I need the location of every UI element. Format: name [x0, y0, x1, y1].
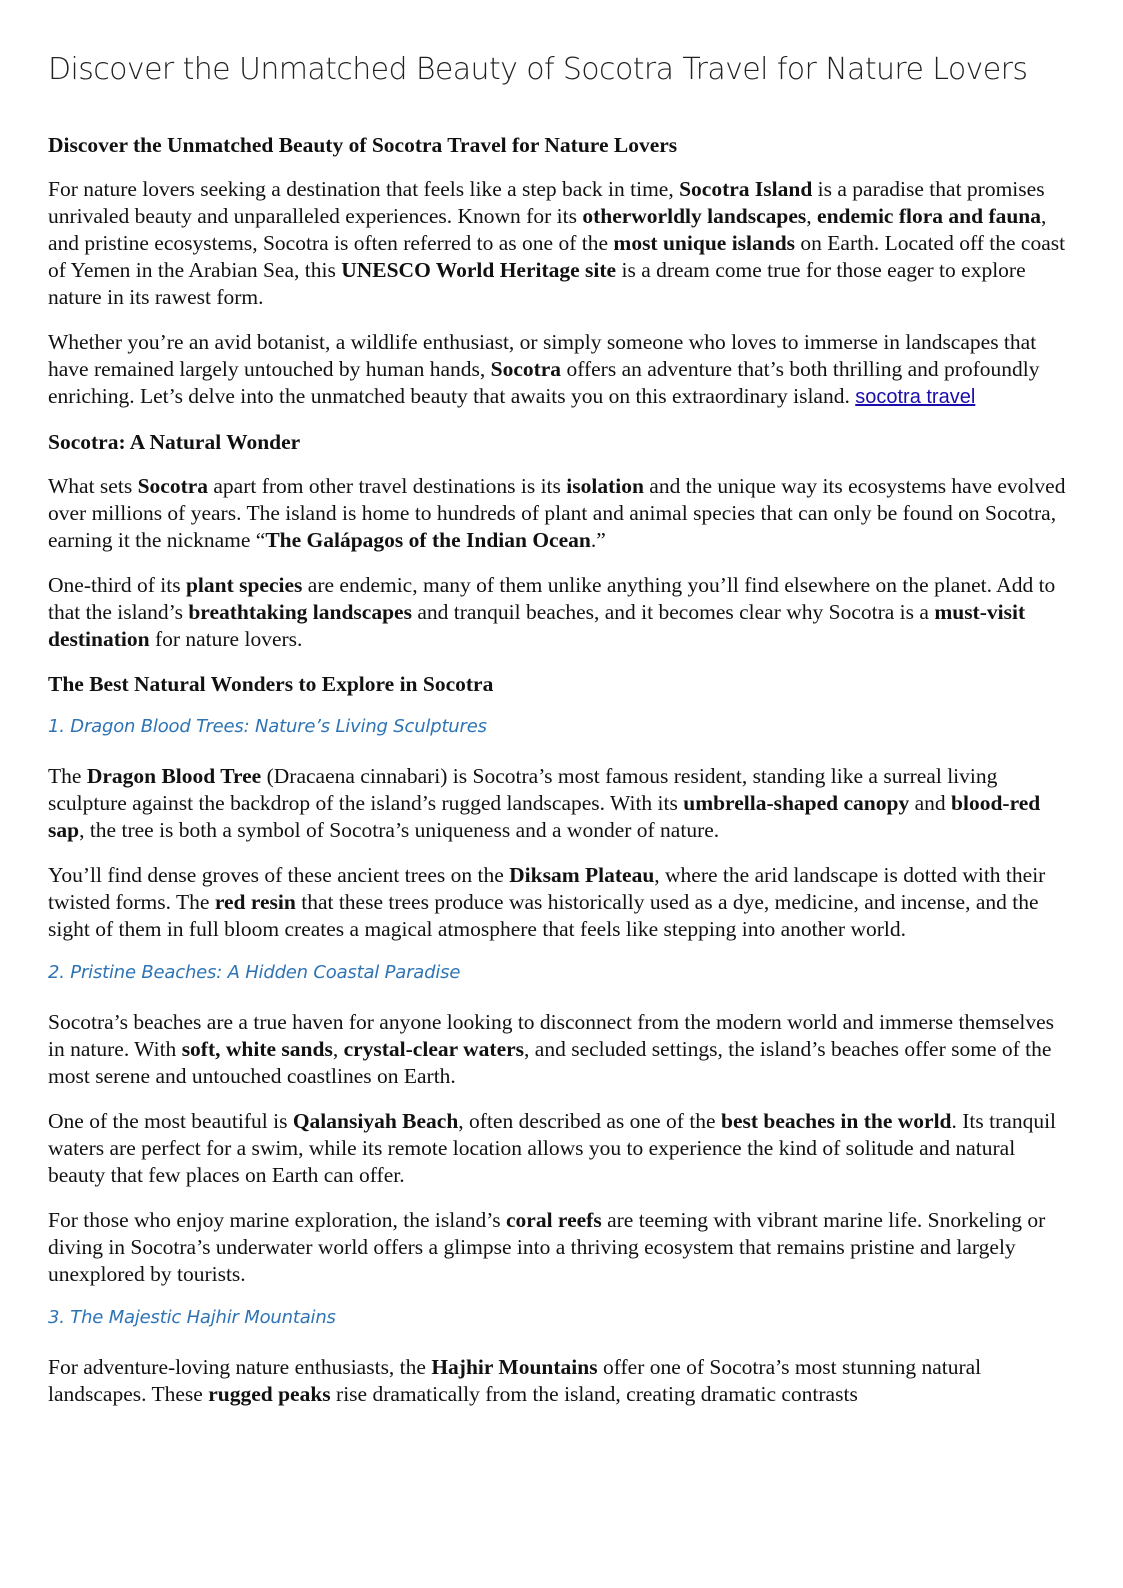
bold-text: plant species: [185, 573, 303, 597]
bold-text: endemic flora and fauna: [817, 204, 1042, 228]
text: on Earth. Located off the coast of Yemen in the Arabian Sea, this: [48, 231, 1066, 282]
text: offers an adventure that’s both thrilling and profoundly enriching. Let’s delve into the unmatched beauty that awaits you on this extraordinary island.: [48, 357, 1040, 408]
text: Socotra’s beaches are a true haven for anyone looking to disconnect from the modern world and immerse themselves in nature. With: [48, 1010, 1054, 1061]
mountains-paragraph-1: [48, 1354, 1068, 1408]
text: that these trees produce was historically used as a dye, medicine, and incense, and the sight of them in full bloom creates a magical atmosphere that feels like stepping into another world.: [48, 890, 1039, 941]
text: and: [909, 791, 952, 815]
bold-text: isolation: [566, 474, 644, 498]
text: offer one of Socotra’s most stunning natural landscapes. These: [48, 1355, 982, 1406]
text: for nature lovers.: [149, 627, 303, 651]
text: , often described as one of the: [458, 1109, 721, 1133]
beaches-paragraph-3: [48, 1207, 1068, 1288]
subheading-hajhir-mountains: 3. The Majestic Hajhir Mountains: [48, 1307, 336, 1328]
document-page: [48, 48, 1068, 1426]
bold-text: soft, white sands: [181, 1037, 333, 1061]
bold-text: Socotra: [137, 474, 209, 498]
bold-text: Diksam Plateau: [509, 863, 655, 887]
text: , and pristine ecosystems, Socotra is often referred to as one of the: [48, 204, 1047, 255]
subheading-pristine-beaches: 2. Pristine Beaches: A Hidden Coastal Paradise: [48, 962, 461, 983]
bold-text: otherworldly landscapes: [582, 204, 807, 228]
text: and tranquil beaches, and it becomes clear why Socotra is a: [411, 600, 935, 624]
dragon-paragraph-1: [48, 763, 1068, 844]
text: is a dream come true for those eager to explore nature in its rawest form.: [48, 258, 1026, 309]
text: is a paradise that promises unrivaled beauty and unparalleled experiences. Known for its: [48, 177, 1045, 228]
text: ,: [332, 1037, 344, 1061]
text: apart from other travel destinations is its: [208, 474, 567, 498]
bold-text: Hajhir Mountains: [431, 1355, 598, 1379]
bold-text: breathtaking landscapes: [188, 600, 412, 624]
text: . Its tranquil waters are perfect for a swim, while its remote location allows you to experience the kind of solitude and natural beauty that few places on Earth can offer.: [48, 1109, 1057, 1187]
text: , and secluded settings, the island’s beaches offer some of the most serene and untouched coastlines on Earth.: [48, 1037, 1052, 1088]
bold-text: must-visit destination: [48, 600, 1026, 651]
bold-text: best beaches in the world: [720, 1109, 952, 1133]
dragon-paragraph-2: [48, 862, 1068, 943]
bold-text: blood-red sap: [48, 791, 1041, 842]
text: One-third of its: [48, 573, 186, 597]
bold-text: The Galápagos of the Indian Ocean: [265, 528, 591, 552]
text: One of the most beautiful is: [48, 1109, 293, 1133]
bold-text: UNESCO World Heritage site: [341, 258, 617, 282]
article-heading: Discover the Unmatched Beauty of Socotra Travel for Nature Lovers: [48, 133, 678, 157]
text: ,: [806, 204, 818, 228]
text: .”: [590, 528, 606, 552]
text: , the tree is both a symbol of Socotra’s uniqueness and a wonder of nature.: [79, 818, 720, 842]
bold-text: coral reefs: [506, 1208, 602, 1232]
intro-paragraph-1: [48, 176, 1068, 311]
text: For those who enjoy marine exploration, the island’s: [48, 1208, 506, 1232]
bold-text: umbrella-shaped canopy: [683, 791, 910, 815]
bold-text: rugged peaks: [208, 1382, 331, 1406]
text: are teeming with vibrant marine life. Snorkeling or diving in Socotra’s underwater world offers a glimpse into a thriving ecosystem that remains pristine and largely unexplored by tourists.: [48, 1208, 1046, 1286]
text: (Dracaena cinnabari) is Socotra’s most famous resident, standing like a surreal living sculpture against the backdrop of the island’s rugged landscapes. With its: [48, 764, 998, 815]
text: , where the arid landscape is dotted with their twisted forms. The: [48, 863, 1046, 914]
text: For nature lovers seeking a destination that feels like a step back in time,: [48, 177, 680, 201]
text: rise dramatically from the island, creating dramatic contrasts: [330, 1382, 858, 1406]
bold-text: Socotra: [490, 357, 562, 381]
section-heading-natural-wonder: Socotra: A Natural Wonder: [48, 430, 301, 454]
section1-paragraph-1: [48, 473, 1068, 554]
socotra-travel-link[interactable]: socotra travel: [855, 386, 976, 408]
bold-text: most unique islands: [613, 231, 796, 255]
bold-text: Qalansiyah Beach: [292, 1109, 459, 1133]
text: and the unique way its ecosystems have evolved over millions of years. The island is home to hundreds of plant and animal species that can only be found on Socotra, earning it the nickname “: [48, 474, 1066, 552]
text: The: [48, 764, 87, 788]
text: What sets: [48, 474, 138, 498]
beaches-paragraph-2: [48, 1108, 1068, 1189]
text: For adventure-loving nature enthusiasts, the: [48, 1355, 432, 1379]
subheading-dragon-blood-trees: 1. Dragon Blood Trees: Nature’s Living Sculptures: [48, 716, 487, 737]
section1-paragraph-2: [48, 572, 1068, 653]
bold-text: Dragon Blood Tree: [86, 764, 262, 788]
bold-text: crystal-clear waters: [343, 1037, 525, 1061]
intro-paragraph-2: [48, 329, 1068, 411]
text: are endemic, many of them unlike anything you’ll find elsewhere on the planet. Add to that the island’s: [48, 573, 1056, 624]
text: You’ll find dense groves of these ancient trees on the: [48, 863, 510, 887]
bold-text: red resin: [214, 890, 296, 914]
page-title: Discover the Unmatched Beauty of Socotra Travel for Nature Lovers: [48, 52, 1028, 87]
text: Whether you’re an avid botanist, a wildlife enthusiast, or simply someone who loves to immerse in landscapes that have remained largely untouched by human hands,: [48, 330, 1037, 381]
beaches-paragraph-1: [48, 1009, 1068, 1090]
bold-text: Socotra Island: [679, 177, 813, 201]
section-heading-best-wonders: The Best Natural Wonders to Explore in Socotra: [48, 672, 494, 696]
